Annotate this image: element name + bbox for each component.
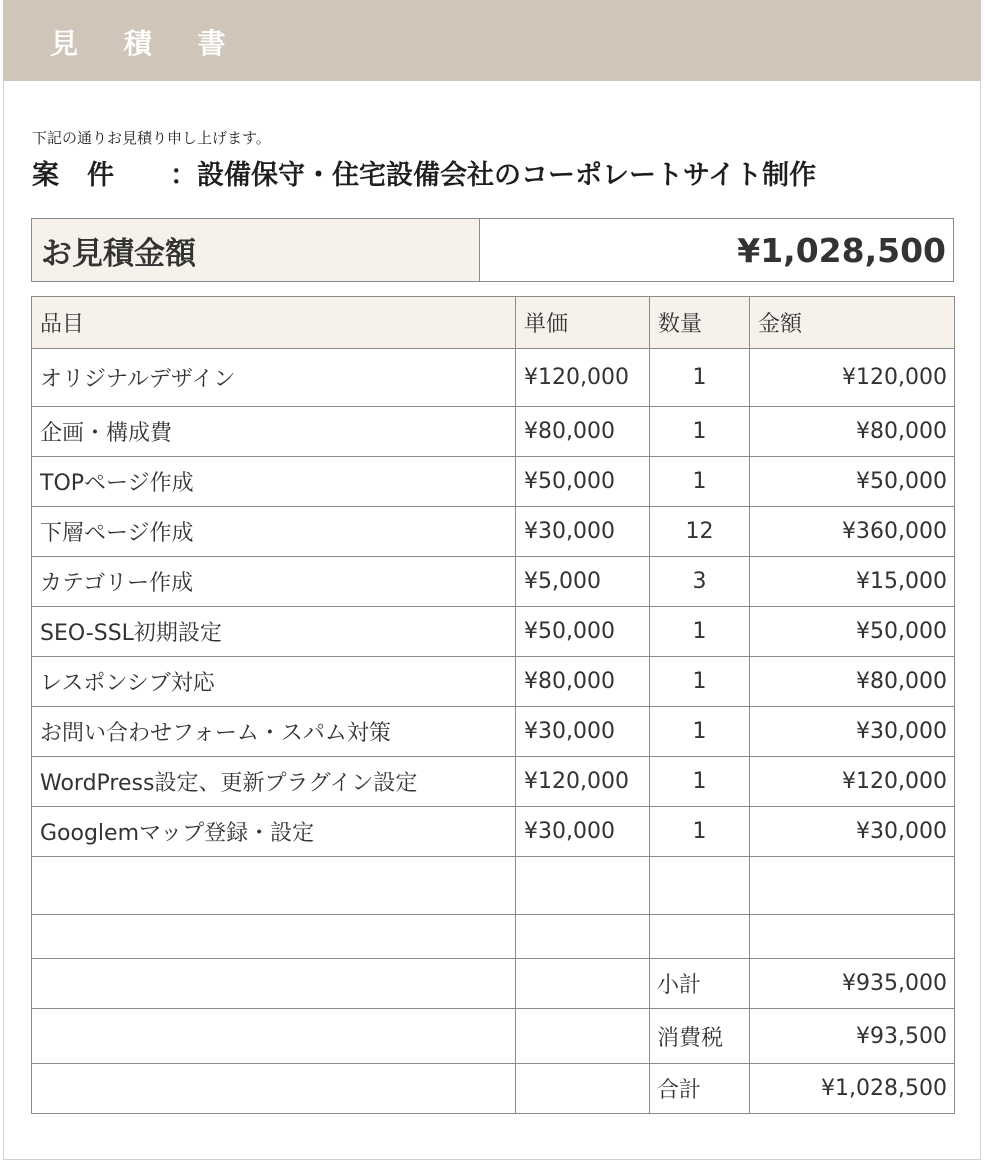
item-quantity: 3 bbox=[650, 557, 750, 607]
table-row bbox=[32, 757, 955, 807]
title-bar bbox=[3, 0, 981, 81]
grand-total-value: ¥1,028,500 bbox=[750, 1064, 955, 1114]
item-quantity: 1 bbox=[650, 349, 750, 407]
empty-cell bbox=[516, 857, 650, 915]
subject-label bbox=[32, 157, 170, 195]
header-quantity: 数量 bbox=[650, 297, 750, 349]
estimate-table bbox=[31, 296, 955, 1114]
empty-cell bbox=[750, 857, 955, 915]
header-amount: 金額 bbox=[750, 297, 955, 349]
item-amount: ¥120,000 bbox=[750, 757, 955, 807]
item-name: オリジナルデザイン bbox=[32, 349, 516, 407]
subtotal-row bbox=[32, 959, 955, 1009]
empty-cell bbox=[32, 1064, 516, 1114]
subject-line bbox=[32, 157, 816, 195]
empty-cell bbox=[32, 915, 516, 959]
table-row bbox=[32, 349, 955, 407]
tax-label: 消費税 bbox=[650, 1009, 750, 1064]
item-name: 下層ページ作成 bbox=[32, 507, 516, 557]
subject-separator: ： bbox=[170, 160, 197, 191]
item-name: SEO-SSL初期設定 bbox=[32, 607, 516, 657]
document-title: 見 積 書 bbox=[50, 27, 244, 60]
item-name: WordPress設定、更新プラグイン設定 bbox=[32, 757, 516, 807]
table-row bbox=[32, 707, 955, 757]
empty-cell bbox=[516, 1009, 650, 1064]
item-name: TOPページ作成 bbox=[32, 457, 516, 507]
table-row bbox=[32, 607, 955, 657]
item-quantity: 1 bbox=[650, 407, 750, 457]
estimate-total-label: お見積金額 bbox=[32, 219, 480, 281]
item-quantity: 1 bbox=[650, 457, 750, 507]
table-row bbox=[32, 457, 955, 507]
empty-cell bbox=[750, 915, 955, 959]
table-row bbox=[32, 407, 955, 457]
subject-label-first: 案 bbox=[32, 160, 61, 191]
item-amount: ¥15,000 bbox=[750, 557, 955, 607]
item-name: レスポンシブ対応 bbox=[32, 657, 516, 707]
grand-total-label: 合計 bbox=[650, 1064, 750, 1114]
item-unit-price: ¥5,000 bbox=[516, 557, 650, 607]
item-unit-price: ¥30,000 bbox=[516, 807, 650, 857]
item-quantity: 1 bbox=[650, 757, 750, 807]
estimate-total-value: ¥1,028,500 bbox=[480, 219, 953, 281]
empty-cell bbox=[32, 959, 516, 1009]
item-name: お問い合わせフォーム・スパム対策 bbox=[32, 707, 516, 757]
item-amount: ¥120,000 bbox=[750, 349, 955, 407]
empty-cell bbox=[32, 1009, 516, 1064]
item-name: Googlemマップ登録・設定 bbox=[32, 807, 516, 857]
table-row bbox=[32, 507, 955, 557]
table-row bbox=[32, 557, 955, 607]
item-amount: ¥80,000 bbox=[750, 657, 955, 707]
item-name: 企画・構成費 bbox=[32, 407, 516, 457]
table-row bbox=[32, 657, 955, 707]
empty-cell bbox=[32, 857, 516, 915]
item-amount: ¥360,000 bbox=[750, 507, 955, 557]
item-amount: ¥30,000 bbox=[750, 707, 955, 757]
empty-cell bbox=[650, 915, 750, 959]
empty-cell bbox=[650, 857, 750, 915]
estimate-total-box bbox=[31, 218, 954, 282]
header-item: 品目 bbox=[32, 297, 516, 349]
item-quantity: 1 bbox=[650, 707, 750, 757]
empty-cell bbox=[516, 915, 650, 959]
tax-value: ¥93,500 bbox=[750, 1009, 955, 1064]
header-unit-price: 単価 bbox=[516, 297, 650, 349]
item-unit-price: ¥80,000 bbox=[516, 407, 650, 457]
item-unit-price: ¥120,000 bbox=[516, 349, 650, 407]
item-amount: ¥80,000 bbox=[750, 407, 955, 457]
item-name: カテゴリー作成 bbox=[32, 557, 516, 607]
item-amount: ¥30,000 bbox=[750, 807, 955, 857]
table-header-row bbox=[32, 297, 955, 349]
empty-row bbox=[32, 915, 955, 959]
subject-value: 設備保守・住宅設備会社のコーポレートサイト制作 bbox=[197, 160, 817, 191]
item-unit-price: ¥30,000 bbox=[516, 507, 650, 557]
item-unit-price: ¥50,000 bbox=[516, 607, 650, 657]
tax-row bbox=[32, 1009, 955, 1064]
grand-total-row bbox=[32, 1064, 955, 1114]
empty-cell bbox=[516, 1064, 650, 1114]
subject-label-second: 件 bbox=[87, 160, 116, 191]
item-quantity: 1 bbox=[650, 657, 750, 707]
item-amount: ¥50,000 bbox=[750, 607, 955, 657]
item-quantity: 1 bbox=[650, 807, 750, 857]
subtotal-label: 小計 bbox=[650, 959, 750, 1009]
item-unit-price: ¥30,000 bbox=[516, 707, 650, 757]
item-quantity: 12 bbox=[650, 507, 750, 557]
item-quantity: 1 bbox=[650, 607, 750, 657]
item-amount: ¥50,000 bbox=[750, 457, 955, 507]
item-unit-price: ¥120,000 bbox=[516, 757, 650, 807]
item-unit-price: ¥50,000 bbox=[516, 457, 650, 507]
intro-text: 下記の通りお見積り申し上げます。 bbox=[32, 129, 271, 147]
table-row bbox=[32, 807, 955, 857]
subtotal-value: ¥935,000 bbox=[750, 959, 955, 1009]
empty-cell bbox=[516, 959, 650, 1009]
item-unit-price: ¥80,000 bbox=[516, 657, 650, 707]
empty-row bbox=[32, 857, 955, 915]
